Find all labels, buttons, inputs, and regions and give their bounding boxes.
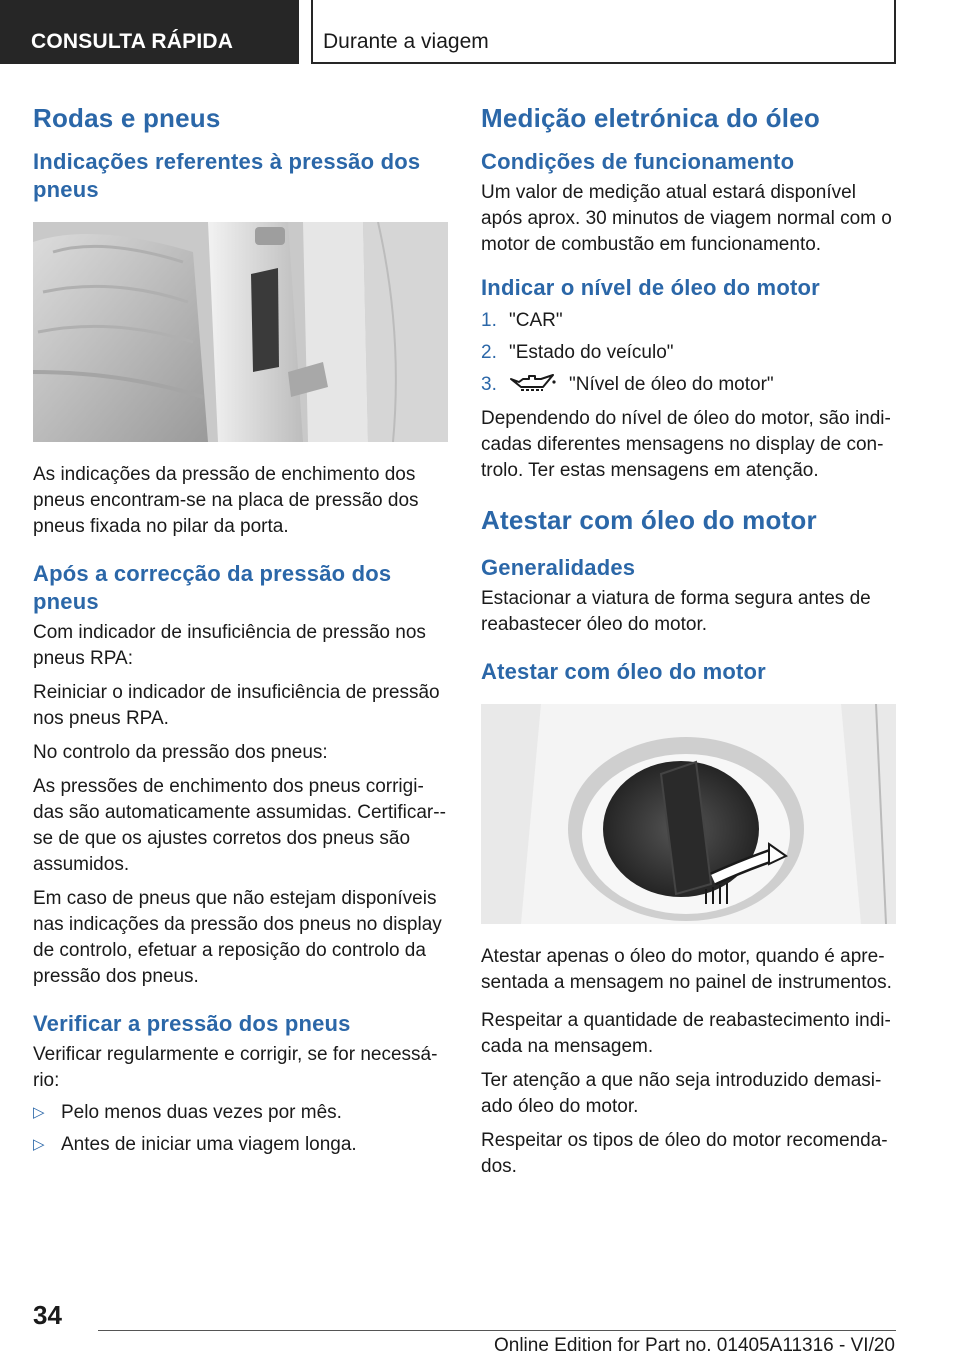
list-item-text: Antes de iniciar uma viagem longa. <box>61 1134 357 1155</box>
page-number: 34 <box>33 1300 62 1330</box>
subheading-after-correction: Após a correcção da pressão dos pneus <box>33 561 392 614</box>
left-column <box>33 100 448 1158</box>
oil-can-icon <box>509 373 557 393</box>
chapter-title: Durante a viagem <box>323 30 489 53</box>
step-text: "Nível de óleo do motor" <box>569 374 774 395</box>
step-item <box>481 308 896 334</box>
paragraph: As pressões de enchimento dos pneus corrigidas são automaticamente assumidas. Certificar-se de que os ajustes corretos dos pneus são assumidos. <box>33 776 446 875</box>
list-item <box>33 1100 448 1126</box>
paragraph: No controlo da pressão dos pneus: <box>33 742 328 763</box>
subheading-operating-conditions: Condições de funcionamento <box>481 149 795 174</box>
section-heading-top-up-oil: Atestar com óleo do motor <box>481 505 817 535</box>
right-column <box>481 100 896 1180</box>
paragraph: Em caso de pneus que não estejam disponíveis nas indicações da pressão dos pneus no display de controlo, efetuar a reposição do controlo da pressão dos pneus. <box>33 888 442 987</box>
paragraph: Respeitar os tipos de óleo do motor recomendados. <box>481 1130 888 1177</box>
paragraph: Estacionar a viatura de forma segura antes de reabastecer óleo do motor. <box>481 588 871 635</box>
image-caption-pressure: As indicações da pressão de enchimento dos pneus encontram-se na placa de pressão dos pneus fixada no pilar da porta. <box>33 464 419 537</box>
step-number: 1. <box>481 310 497 331</box>
paragraph: Com indicador de insuficiência de pressão nos pneus RPA: <box>33 622 426 669</box>
door-pillar-tire-plate-image <box>33 222 448 442</box>
footer-divider <box>98 1330 896 1331</box>
section-title: CONSULTA RÁPIDA <box>31 30 234 53</box>
list-item <box>33 1132 448 1158</box>
image-caption-oil: Atestar apenas o óleo do motor, quando é apresentada a mensagem no painel de instrumentos. <box>481 946 892 993</box>
paragraph: Respeitar a quantidade de reabastecimento indicada na mensagem. <box>481 1010 891 1057</box>
triangle-bullet-icon: ▷ <box>33 1104 45 1121</box>
paragraph: Dependendo do nível de óleo do motor, são indicadas diferentes mensagens no display de controlo. Ter estas mensagens em atenção. <box>481 408 891 481</box>
step-text: "CAR" <box>509 310 563 331</box>
list-item-text: Pelo menos duas vezes por mês. <box>61 1102 342 1123</box>
triangle-bullet-icon: ▷ <box>33 1136 45 1153</box>
step-item <box>481 372 896 398</box>
section-tab <box>0 0 299 64</box>
paragraph: Reiniciar o indicador de insuficiência de pressão nos pneus RPA. <box>33 682 440 729</box>
section-heading-oil-measurement: Medição eletrónica do óleo <box>481 103 820 133</box>
section-heading-wheels: Rodas e pneus <box>33 103 221 133</box>
step-number: 3. <box>481 374 497 395</box>
step-number: 2. <box>481 342 497 363</box>
subheading-top-up-oil: Atestar com óleo do motor <box>481 659 766 684</box>
paragraph: Verificar regularmente e corrigir, se for necessário: <box>33 1044 438 1091</box>
subheading-check-pressure: Verificar a pressão dos pneus <box>33 1011 351 1036</box>
step-item <box>481 340 896 366</box>
subheading-show-oil-level: Indicar o nível de óleo do motor <box>481 275 820 300</box>
step-text: "Estado do veículo" <box>509 342 674 363</box>
subheading-general: Generalidades <box>481 555 636 580</box>
paragraph: Ter atenção a que não seja introduzido demasiado óleo do motor. <box>481 1070 882 1117</box>
oil-filler-cap-image <box>481 704 896 924</box>
edition-footer: Online Edition for Part no. 01405A11316 - VI/20 <box>493 1335 895 1356</box>
paragraph: Um valor de medição atual estará disponível após aprox. 30 minutos de viagem normal com o motor de combustão em funcionamento. <box>481 182 892 255</box>
subheading-pressure-info: Indicações referentes à pressão dos pneus <box>33 149 421 202</box>
